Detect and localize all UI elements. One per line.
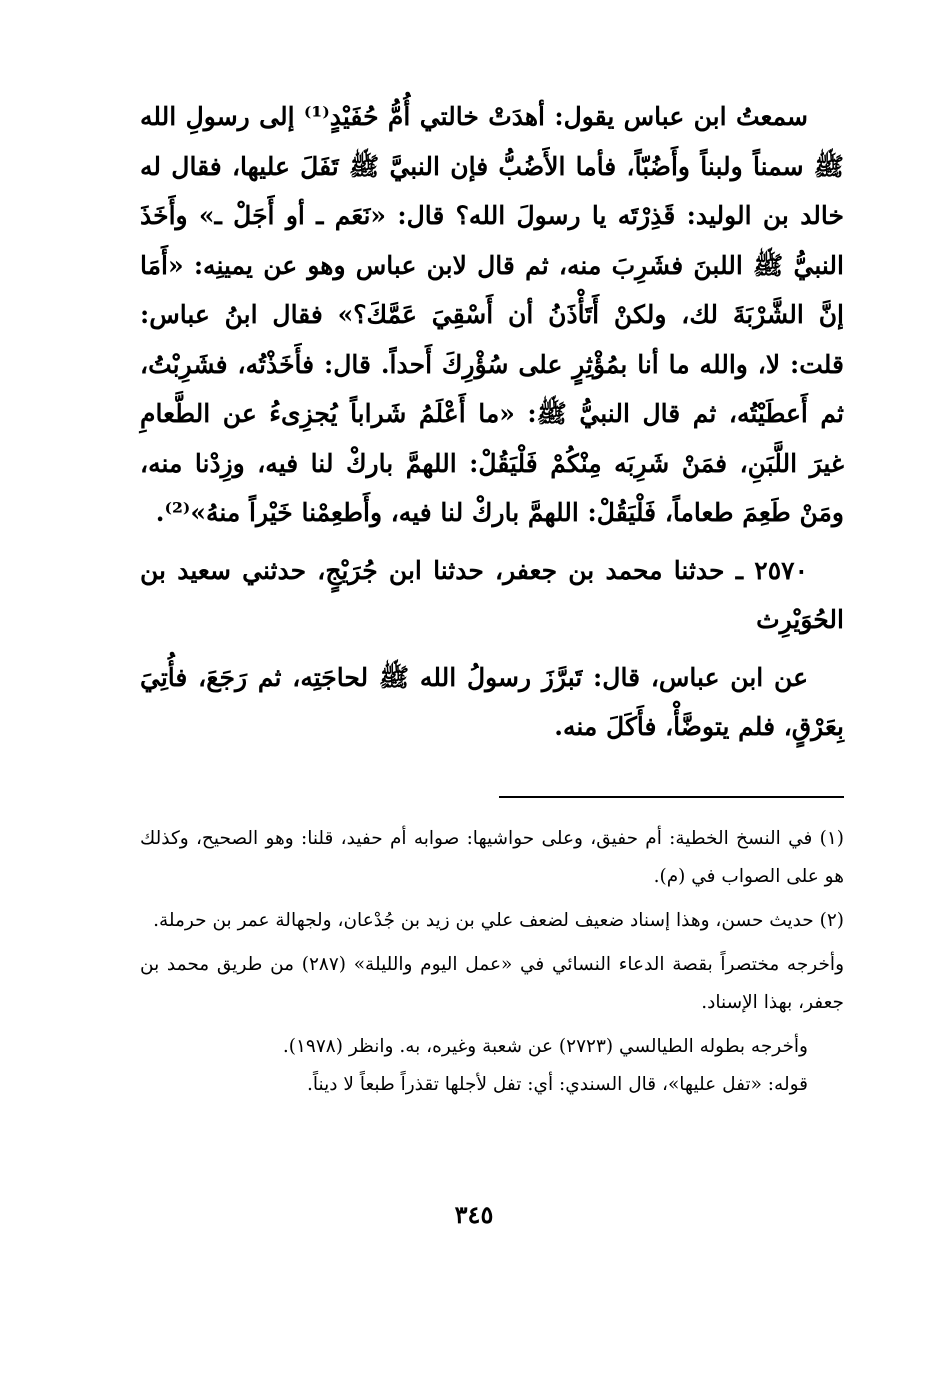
footnote-2-cont-1: وأخرجه مختصراً بقصة الدعاء النسائي في «عمل اليوم والليلة» (٢٨٧) من طريق محمد بن جعفر، بهذا الإسناد.	[140, 953, 845, 1013]
footnotes	[140, 820, 844, 1104]
hadith-2570-matn: عن ابن عباس، قال: تَبرَّزَ رسولُ الله ﷺ لحاجَتِه، ثم رَجَعَ، فأُتِيَ بِعَرْقٍ، فلم يتوضَّأْ، فأَكَلَ منه.	[140, 662, 844, 741]
page-number: ٣٤٥	[454, 1200, 494, 1229]
hadith-paragraph-1: سمعتُ ابن عباس يقول: أهدَتْ خالتي أُمُّ حُفَيْدٍ⁽¹⁾ إلى رسولِ الله ﷺ سمناً ولبناً وأَضُبّاً، فأما الأَضُبُّ فإن النبيَّ ﷺ تَفَلَ عليها، فقال له خالد بن الوليد: قَذِرْتَه يا رسولَ الله؟ قال: «نَعَم ـ أو أَجَلْ ـ» وأَخَذَ النبيُّ ﷺ اللبنَ فشَرِبَ منه، ثم قال لابن عباس وهو عن يمينِه: «أَمَا إنَّ الشَّرْبَةَ لك، ولكنْ أَتَأْذَنُ أن أَسْقِيَ عَمَّكَ؟» فقال ابنُ عباس: قلت: لا، والله ما أنا بمُؤْثِرٍ على سُؤْرِكَ أَحداً. قال: فأَخَذْتُه، فشَرِبْتُ، ثم أَعطَيْتُه، ثم قال النبيُّ ﷺ: «ما أَعْلَمُ شَراباً يُجزِىءُ عن الطَّعامِ غيرَ اللَّبَنِ، فمَنْ شَرِبَه مِنْكُمْ فَلْيَقُلْ: اللهمَّ باركْ لنا فيه، وزِدْنا منه، ومَنْ طَعِمَ طعاماً، فَلْيَقُلْ: اللهمَّ باركْ لنا فيه، وأَطعِمْنا خَيْراً منهُ»⁽²⁾.	[140, 102, 844, 527]
footnote-2: (٢) حديث حسن، وهذا إسناد ضعيف لضعف علي بن زيد بن جُدْعان، ولجهالة عمر بن حرملة.	[153, 909, 844, 931]
footnote-2-cont-3: قوله: «تفل عليها»، قال السندي: أي: تفل لأجلها تقذراً طبعاً لا ديناً.	[307, 1073, 808, 1095]
hadith-2570-isnad: ٢٥٧٠ ـ حدثنا محمد بن جعفر، حدثنا ابن جُرَيْجٍ، حدثني سعيد بن الحُوَيْرِث	[140, 555, 844, 634]
footnote-1: (١) في النسخ الخطية: أم حفيق، وعلى حواشيها: صوابه أم حفيد، قلنا: وهو الصحيح، وكذلك هو على الصواب في (م).	[140, 827, 844, 887]
main-text	[140, 92, 844, 752]
footnote-divider	[499, 796, 844, 798]
footnote-2-cont-2: وأخرجه بطوله الطيالسي (٢٧٢٣) عن شعبة وغيره، به. وانظر (١٩٧٨).	[282, 1035, 808, 1057]
